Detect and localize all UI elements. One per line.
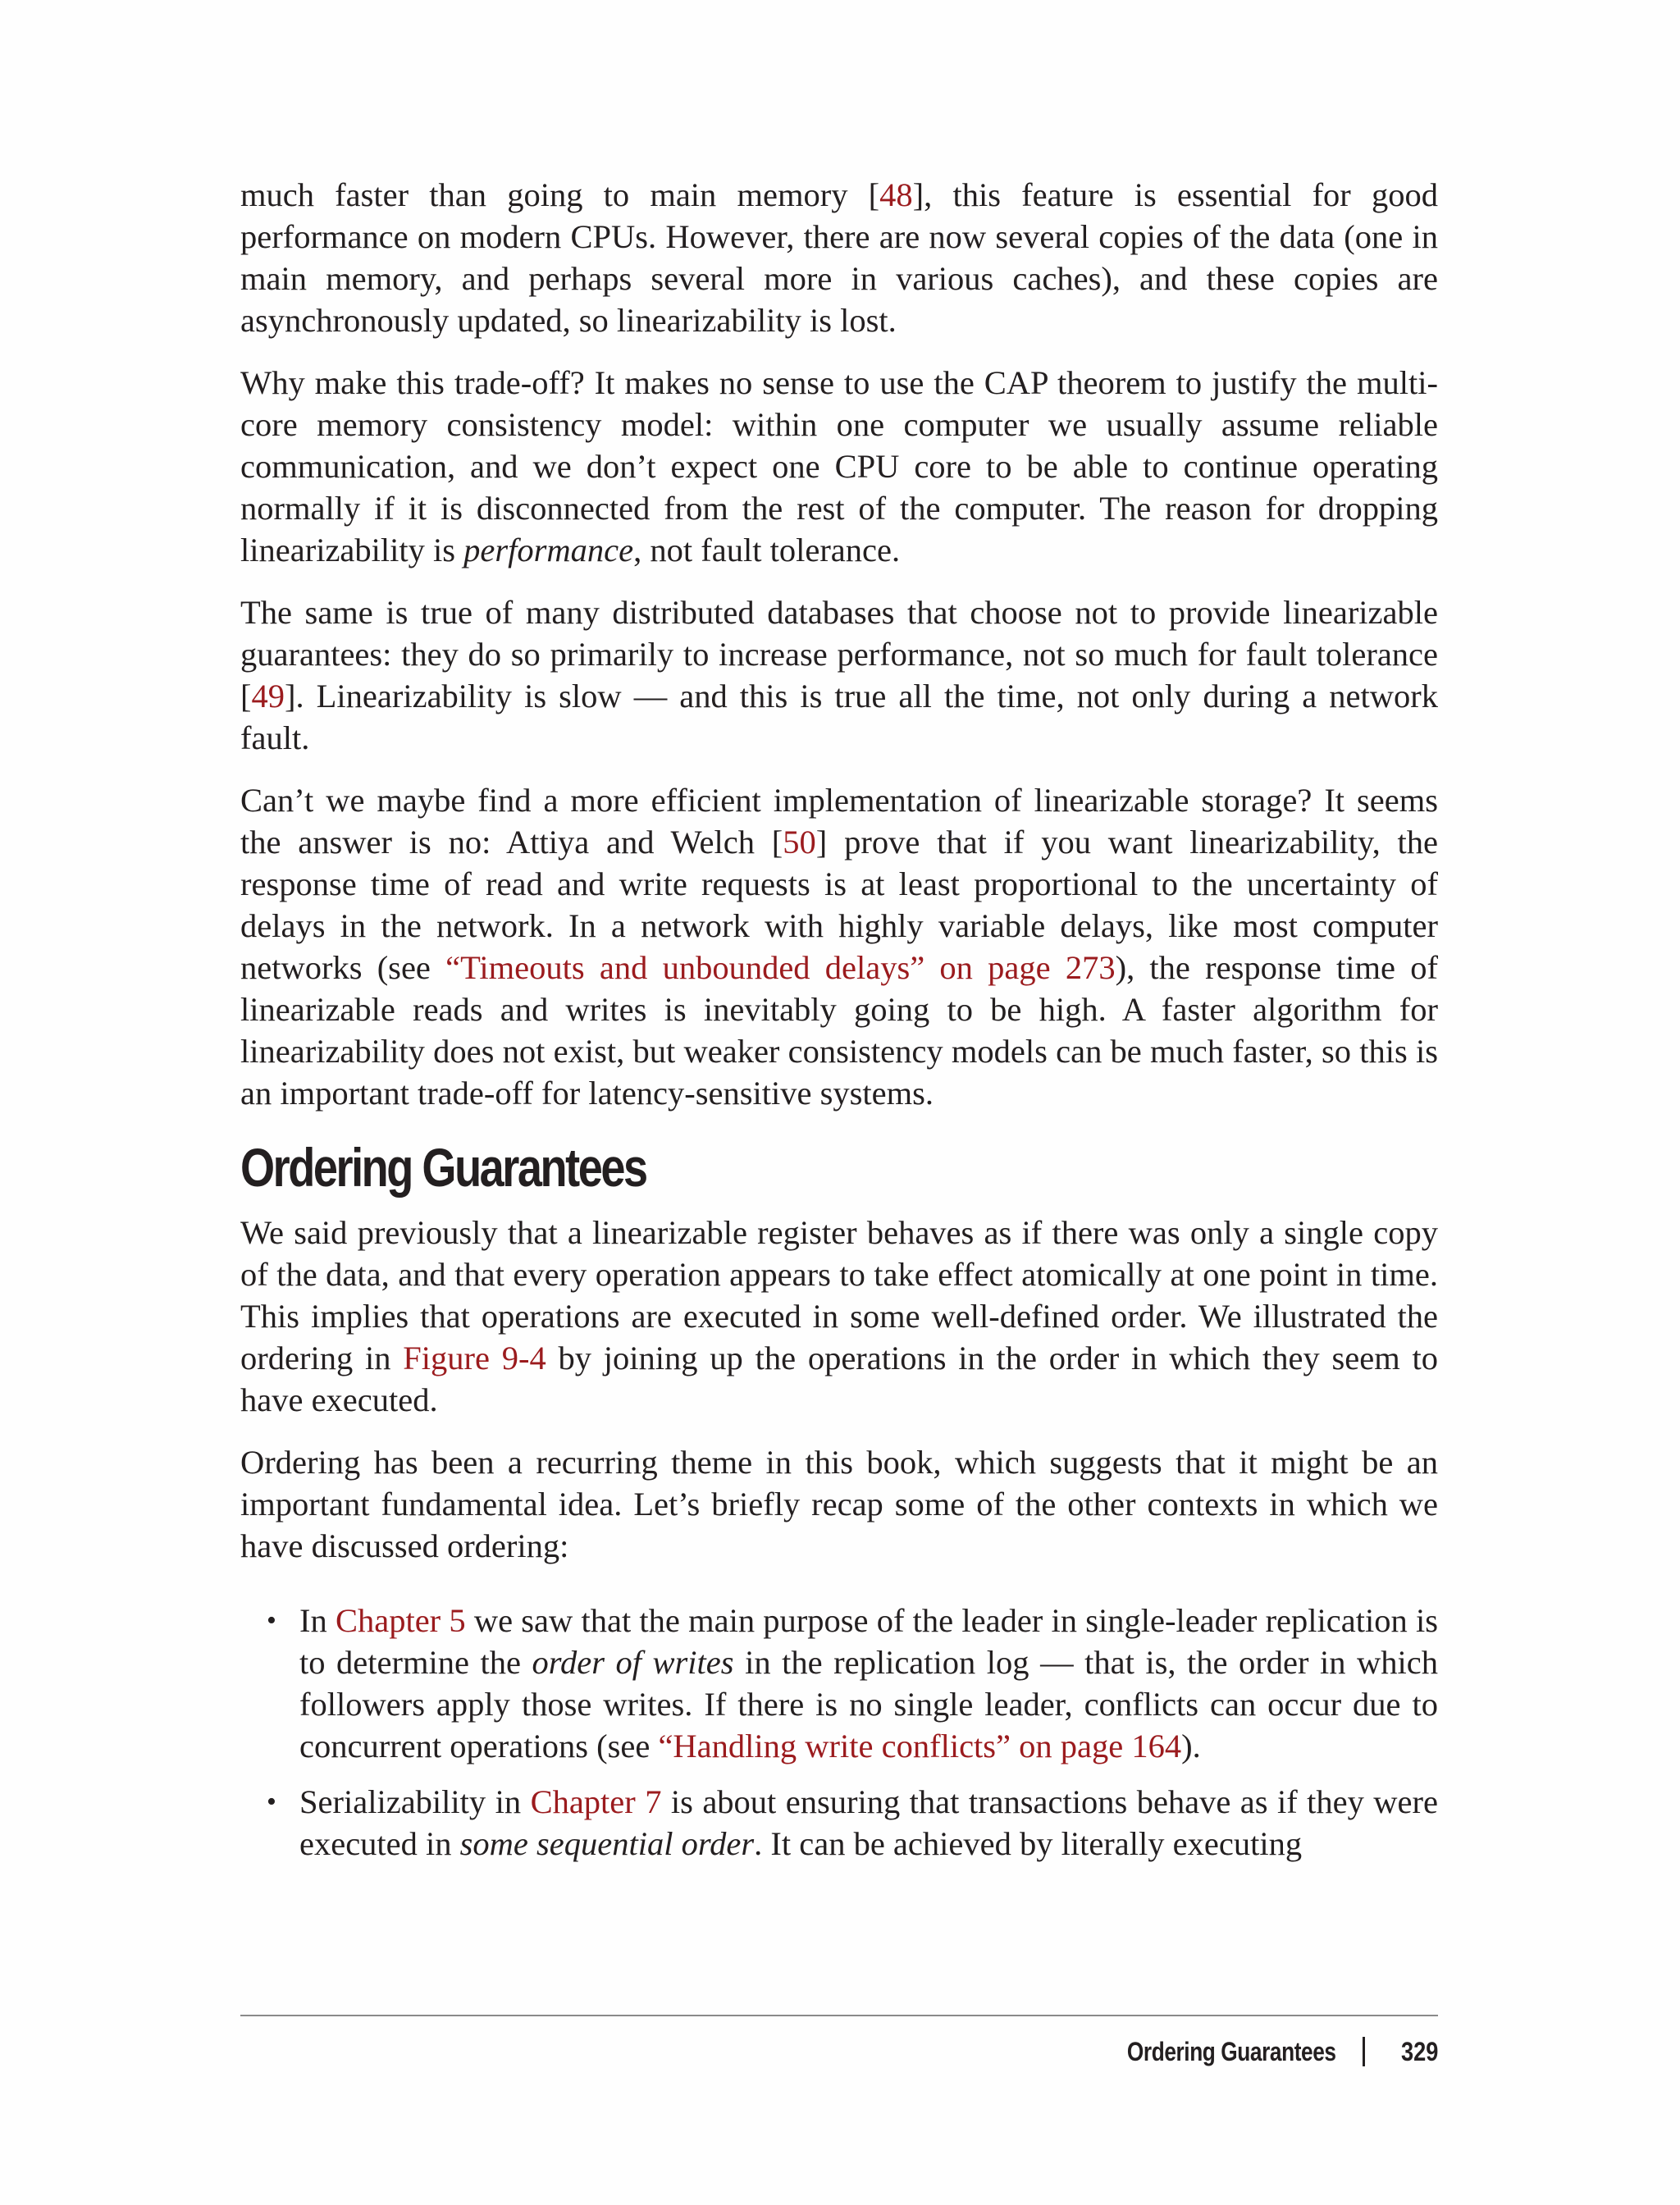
text-run: by joining up the operations in the order in which they seem to have executed. bbox=[240, 1340, 1438, 1418]
paragraph-ordering-theme bbox=[240, 1441, 1438, 1567]
text-run: ] prove that if you want linearizability, the response time of read and write requests is at least proportional to the uncertainty of delays in the network. In a network with highly variable delays, like most computer networks (see bbox=[240, 824, 1438, 986]
paragraph-cpu-caches bbox=[240, 174, 1438, 341]
cross-reference-link-write-conflicts[interactable]: “Handling write conflicts” on page 164 bbox=[658, 1728, 1182, 1764]
emphasis-sequential-order: some sequential order bbox=[459, 1825, 755, 1862]
text-run: ), the response time of linearizable reads and writes is inevitably going to be high. A faster algorithm for linearizability does not exist, but weaker consistency models can be much faster, so this is an important trade-off for latency-sensitive systems. bbox=[240, 949, 1438, 1112]
bullet-marker: • bbox=[267, 1787, 276, 1817]
text-run: Can’t we maybe find a more efficient implementation of linearizable storage? It seems the answer is no: Attiya and Welch [ bbox=[240, 782, 1438, 861]
text-run: much faster than going to main memory [ bbox=[240, 176, 880, 213]
list-item bbox=[240, 1781, 1438, 1865]
page-footer bbox=[1081, 2031, 1438, 2072]
emphasis-performance: performance bbox=[463, 532, 634, 568]
paragraph-distributed-databases bbox=[240, 591, 1438, 759]
page-body bbox=[240, 174, 1438, 1879]
footer-separator bbox=[1363, 2037, 1365, 2066]
text-run: is about ensuring that transactions behave as if they were executed in bbox=[299, 1783, 1438, 1862]
text-run: Ordering has been a recurring theme in this book, which suggests that it might be an important fundamental idea. Let’s briefly recap some of the other contexts in which we have discussed ordering: bbox=[240, 1444, 1438, 1564]
text-run: . It can be achieved by literally executing bbox=[754, 1825, 1303, 1862]
text-run: in the replication log — that is, the order in which followers apply those writes. If there is no single leader, conflicts can occur due to concurrent operations (see bbox=[299, 1644, 1438, 1764]
reference-link-49[interactable]: 49 bbox=[251, 678, 285, 714]
text-run: ], this feature is essential for good performance on modern CPUs. However, there are now several copies of the data (one in main memory, and perhaps several more in various caches), and these copies are asynchronously updated, so linearizability is lost. bbox=[240, 176, 1438, 339]
bullet-marker: • bbox=[267, 1605, 276, 1636]
chapter-link-5[interactable]: Chapter 5 bbox=[335, 1602, 466, 1639]
cross-reference-link-timeouts[interactable]: “Timeouts and unbounded delays” on page 273 bbox=[445, 949, 1116, 986]
paragraph-linearizable-register bbox=[240, 1212, 1438, 1421]
running-head: Ordering Guarantees bbox=[1126, 2036, 1336, 2066]
text-run: Why make this trade-off? It makes no sense to use the CAP theorem to justify the multi-core memory consistency model: within one computer we usually assume reliable communication, and we don’t expect one CPU core to be able to continue operating normally if it is disconnected from the rest of the computer. The reason for dropping linearizability is bbox=[240, 364, 1438, 568]
text-run: Serializability in bbox=[299, 1783, 531, 1820]
text-run: , not fault tolerance. bbox=[633, 532, 901, 568]
paragraph-efficient-implementation bbox=[240, 779, 1438, 1114]
reference-link-48[interactable]: 48 bbox=[879, 176, 913, 213]
text-run: we saw that the main purpose of the leader in single-leader replication is to determine the bbox=[299, 1602, 1438, 1681]
bullet-list bbox=[240, 1600, 1438, 1865]
text-run: In bbox=[299, 1602, 336, 1639]
page-number: 329 bbox=[1400, 2036, 1438, 2066]
footer-divider bbox=[240, 2015, 1438, 2016]
text-run: We said previously that a linearizable register behaves as if there was only a single copy of the data, and that every operation appears to take effect atomically at one point in time. This implies that operations are executed in some well-defined order. We illustrated the ordering in bbox=[240, 1214, 1438, 1376]
text-run: ). bbox=[1181, 1728, 1201, 1764]
chapter-link-7[interactable]: Chapter 7 bbox=[530, 1783, 662, 1820]
text-run: The same is true of many distributed databases that choose not to provide linearizable guarantees: they do so primarily to increase performance, not so much for fault tolerance [ bbox=[240, 594, 1438, 714]
paragraph-why-tradeoff bbox=[240, 362, 1438, 571]
list-item bbox=[240, 1600, 1438, 1767]
text-run: ]. Linearizability is slow — and this is true all the time, not only during a network fault. bbox=[240, 678, 1438, 756]
section-heading: Ordering Guarantees bbox=[240, 1137, 646, 1198]
emphasis-order-of-writes: order of writes bbox=[532, 1644, 734, 1681]
figure-link-9-4[interactable]: Figure 9-4 bbox=[403, 1340, 546, 1376]
reference-link-50[interactable]: 50 bbox=[783, 824, 816, 861]
